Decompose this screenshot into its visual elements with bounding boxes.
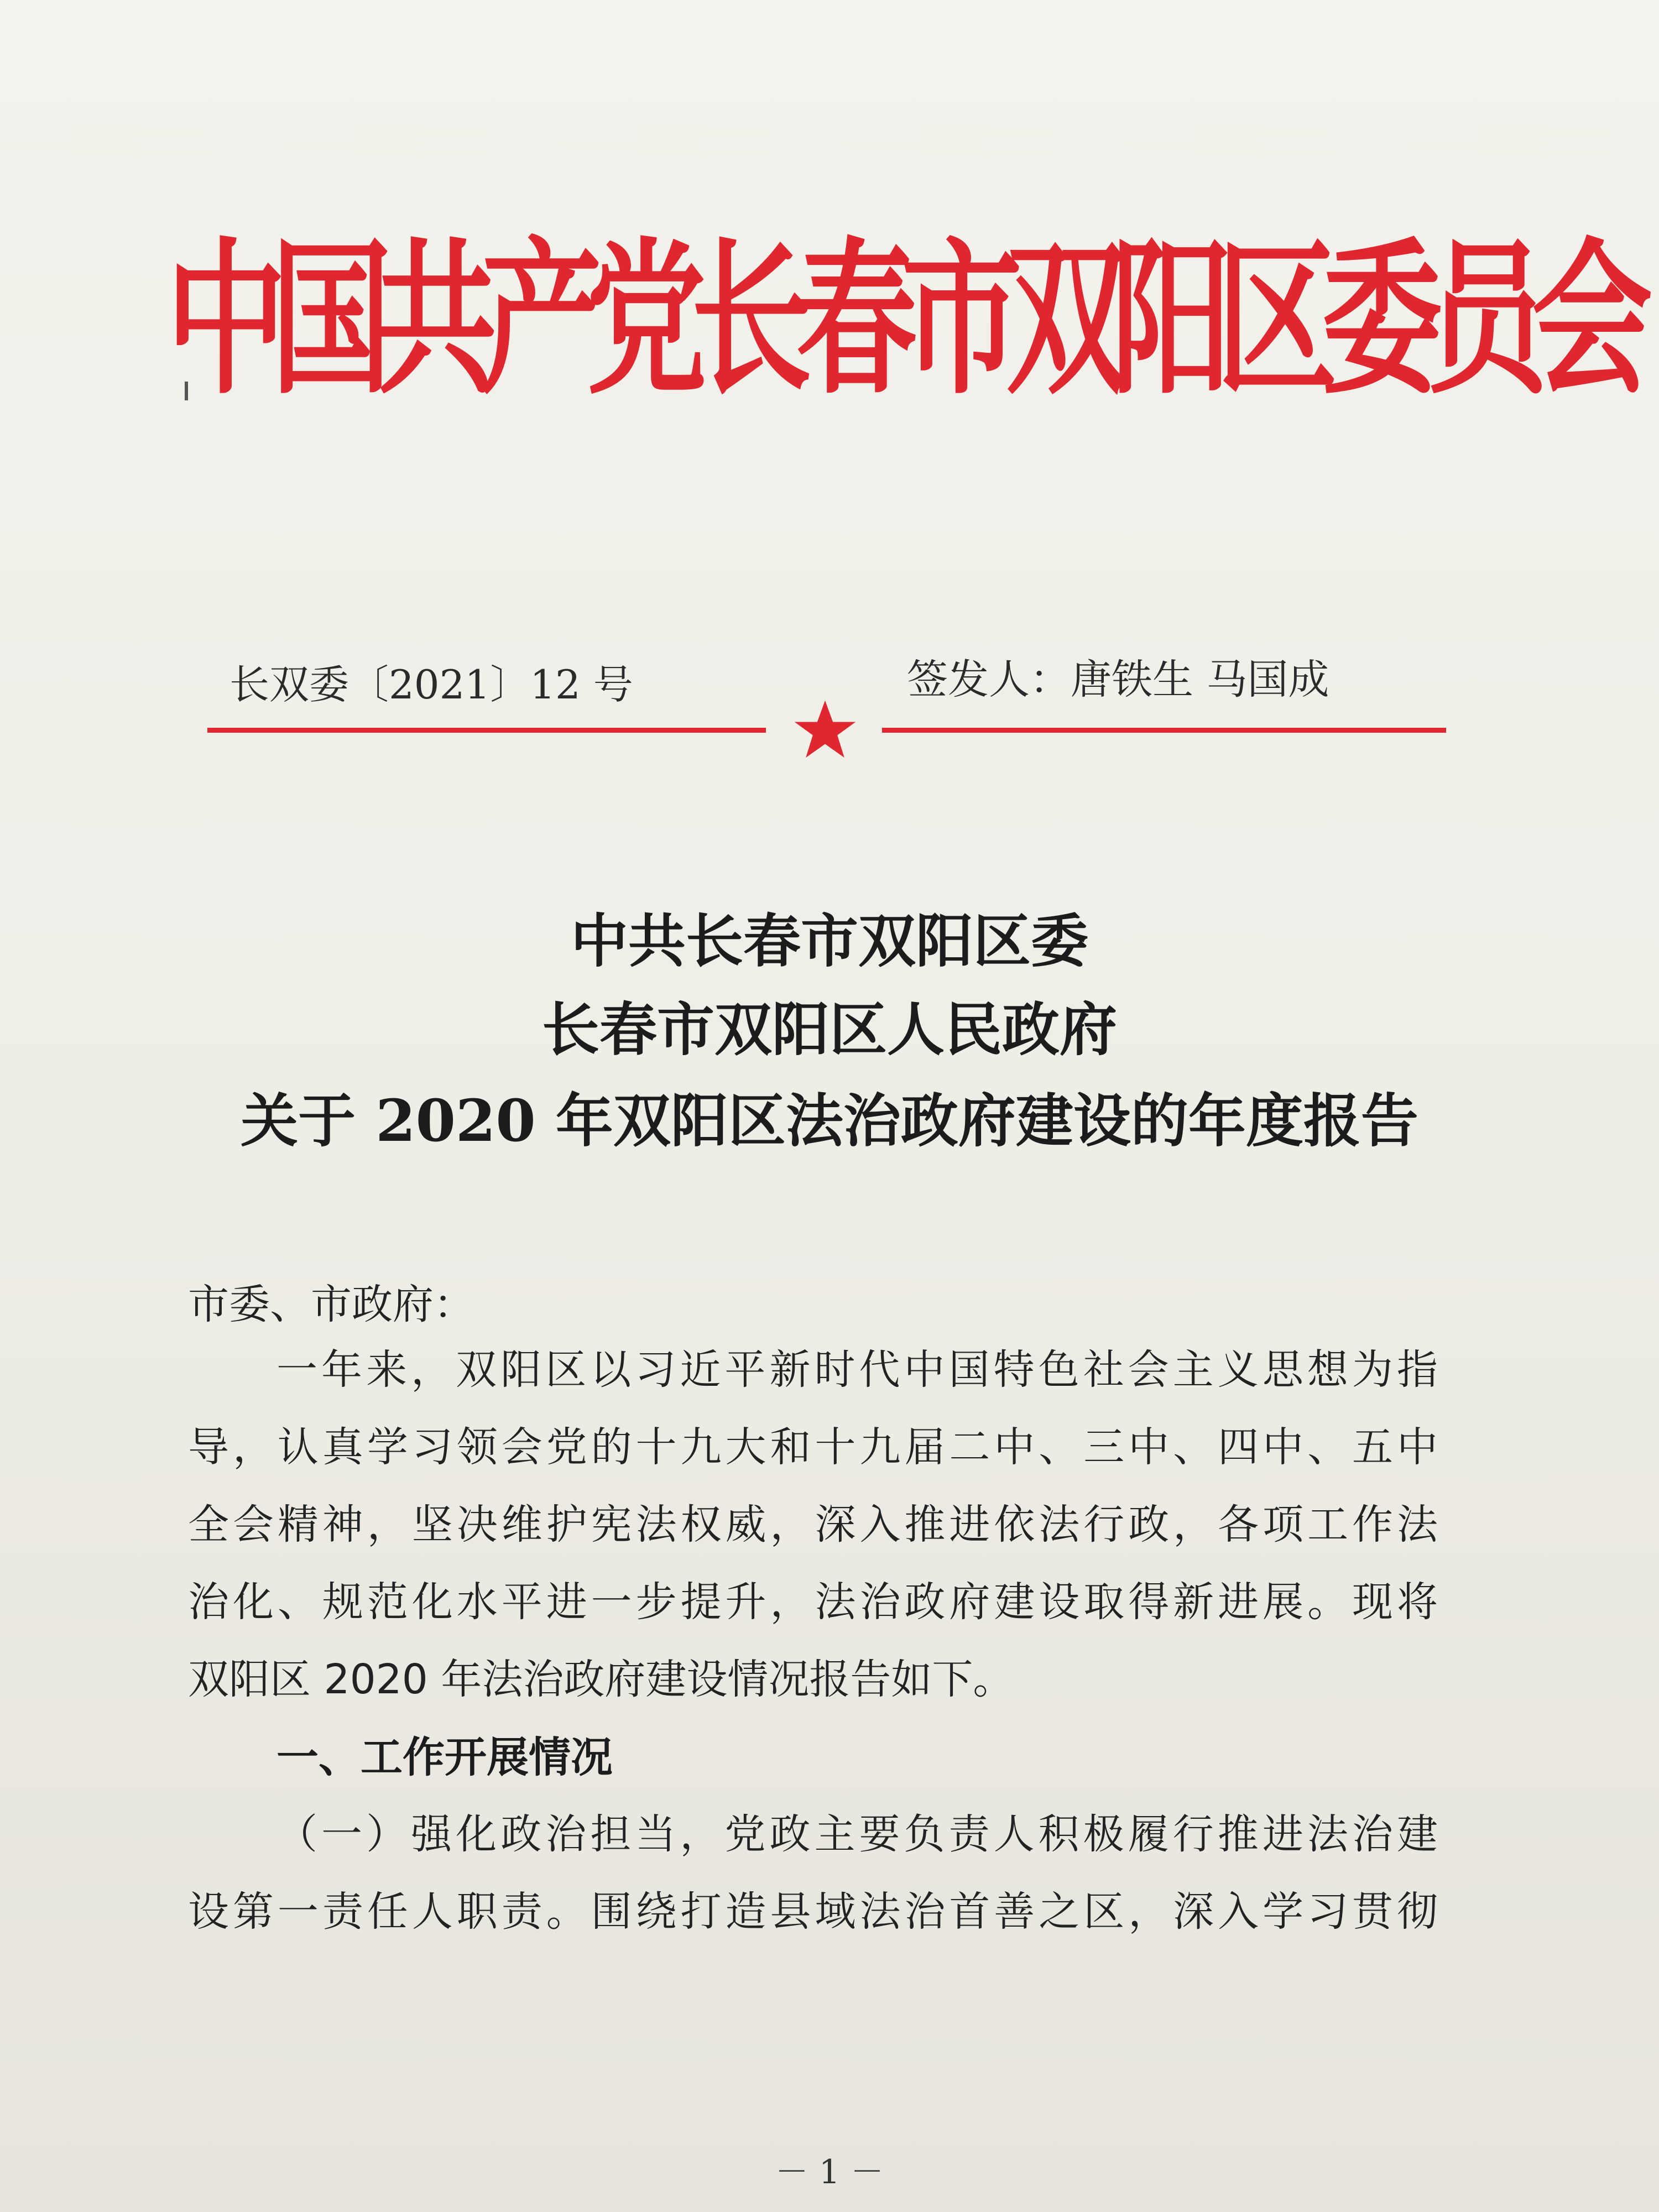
- paragraph-2-line: 设第一责任人职责。围绕打造县域法治首善之区，深入学习贯彻: [188, 1888, 1438, 1936]
- section-heading: 一、工作开展情况: [276, 1733, 613, 1782]
- report-title-line-2: 长春市双阳区人民政府: [541, 995, 1117, 1063]
- signer-line: 签发人：唐铁生 马国成: [907, 656, 1329, 703]
- report-title-line-1: 中共长春市双阳区委: [570, 907, 1088, 975]
- red-divider-right: [882, 728, 1446, 733]
- red-star-icon: [792, 698, 858, 764]
- page-number: － 1 －: [775, 2153, 884, 2192]
- paragraph-2-line: （一）强化政治担当，党政主要负责人积极履行推进法治建: [276, 1811, 1438, 1858]
- paragraph-1-line: 治化、规范化水平进一步提升，法治政府建设取得新进展。现将: [188, 1578, 1438, 1626]
- paragraph-1-line: 全会精神，坚决维护宪法权威，深入推进依法行政，各项工作法: [188, 1501, 1438, 1548]
- report-title-line-3: 关于 2020 年双阳区法治政府建设的年度报告: [241, 1087, 1418, 1155]
- red-divider-left: [207, 728, 766, 733]
- paragraph-1-line: 双阳区 2020 年法治政府建设情况报告如下。: [188, 1656, 1014, 1703]
- paragraph-1-line: 导，认真学习领会党的十九大和十九届二中、三中、四中、五中: [188, 1423, 1438, 1471]
- document-number: 长双委〔2021〕12 号: [229, 661, 633, 708]
- salutation: 市委、市政府：: [188, 1281, 474, 1328]
- paragraph-1-line: 一年来，双阳区以习近平新时代中国特色社会主义思想为指: [276, 1346, 1438, 1394]
- issuer-header: 中国共产党长春市双阳区委员会: [166, 224, 1637, 418]
